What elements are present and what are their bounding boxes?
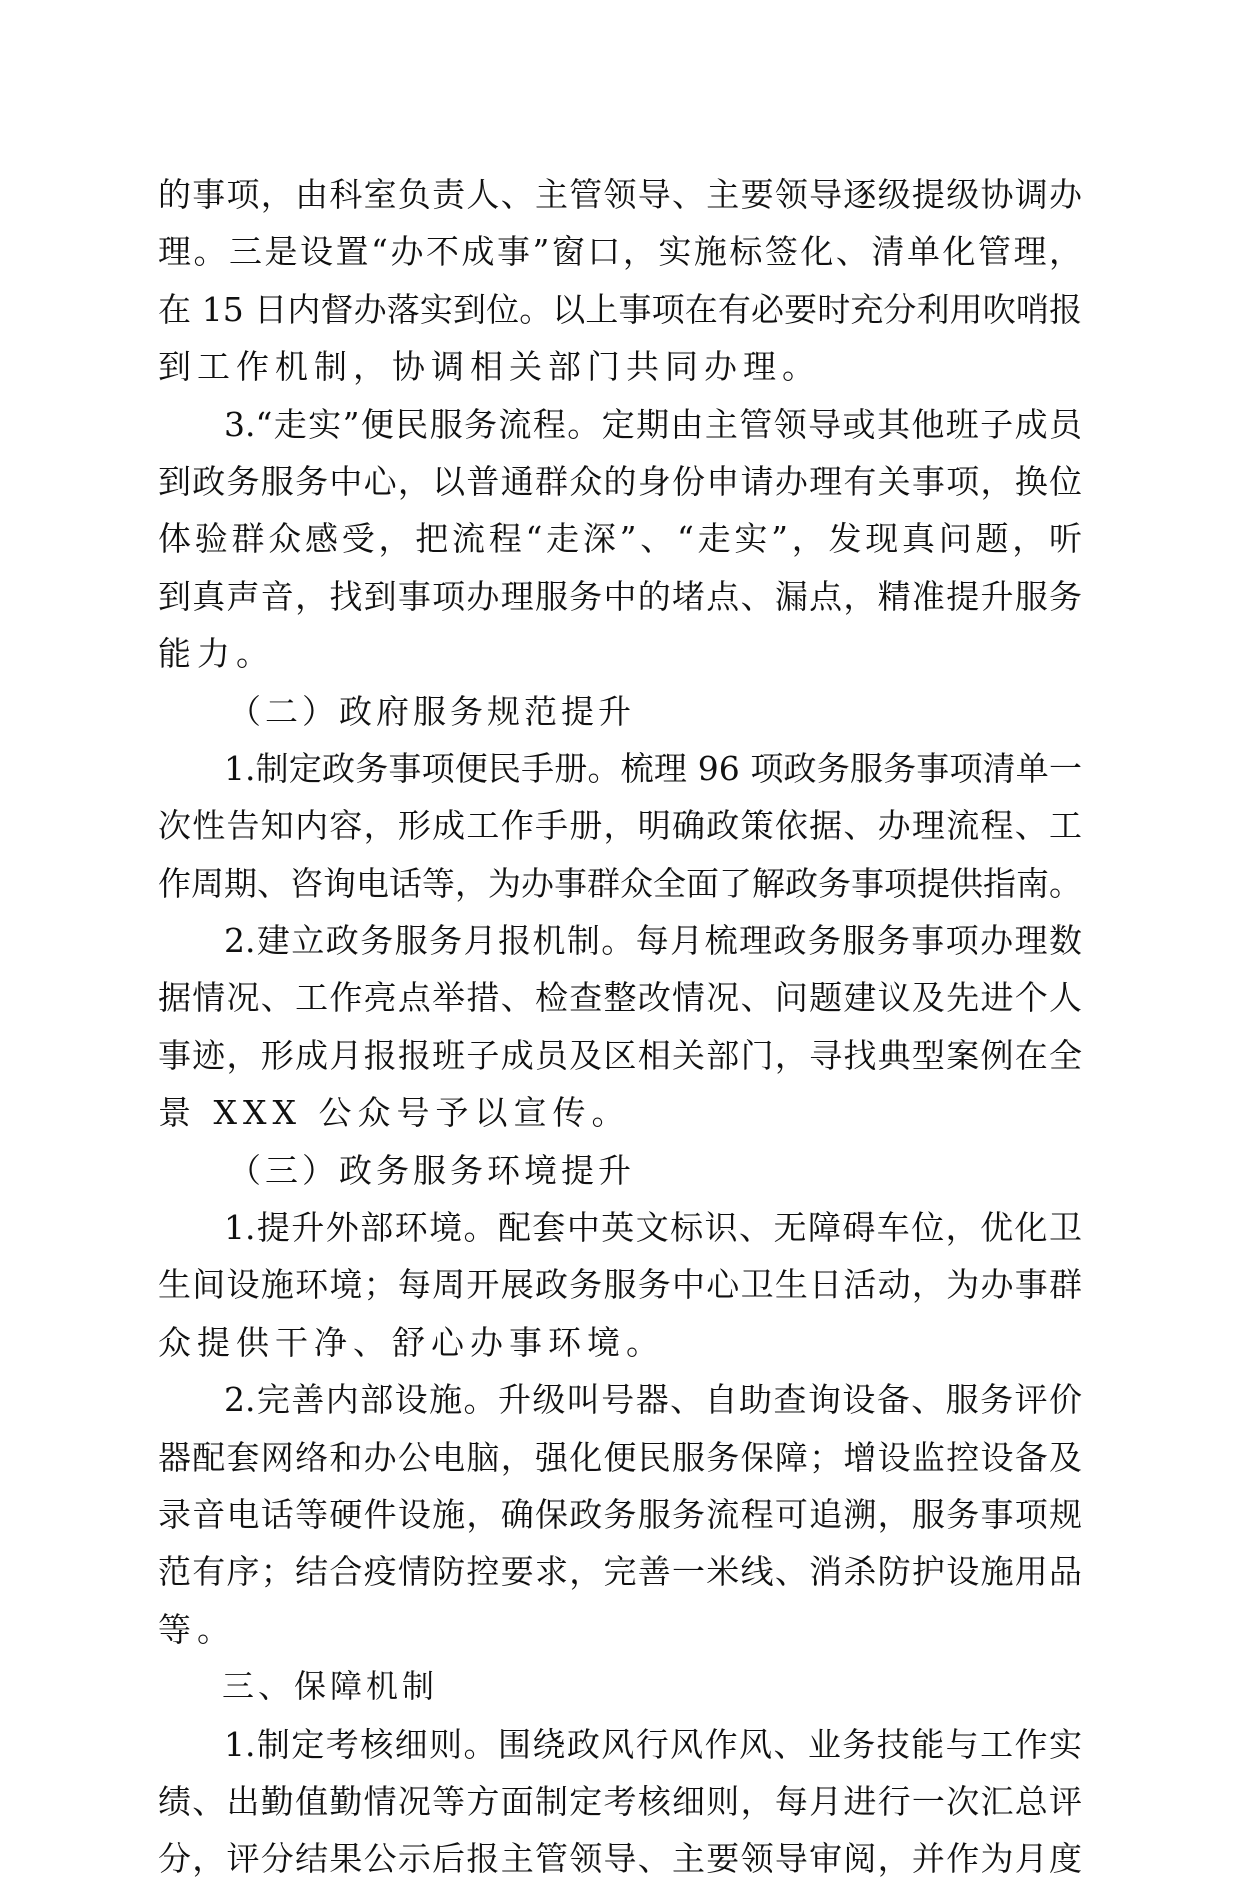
document-page bbox=[158, 166, 1082, 1879]
paragraph-line: 3.“走实”便民服务流程。定期由主管领导或其他班子成员 bbox=[224, 404, 1082, 444]
paragraph-line: 到工作机制，协调相关部门共同办理。 bbox=[158, 347, 821, 387]
paragraph-line: 能力。 bbox=[158, 634, 275, 674]
paragraph-line: 众提供干净、舒心办事环境。 bbox=[158, 1322, 665, 1362]
paragraph-line: 据情况、工作亮点举措、检查整改情况、问题建议及先进个人 bbox=[158, 978, 1082, 1018]
paragraph-line: 器配套网络和办公电脑，强化便民服务保障；增设监控设备及 bbox=[158, 1437, 1082, 1477]
paragraph-line: 等。 bbox=[158, 1609, 236, 1649]
section-heading: （三）政务服务环境提升 bbox=[228, 1150, 635, 1190]
paragraph-line: 在 15 日内督办落实到位。以上事项在有必要时充分利用吹哨报 bbox=[158, 289, 1082, 329]
paragraph-line: 绩、出勤值勤情况等方面制定考核细则，每月进行一次汇总评 bbox=[158, 1781, 1082, 1821]
paragraph-line: 的事项，由科室负责人、主管领导、主要领导逐级提级协调办 bbox=[158, 175, 1082, 214]
paragraph-line: 生间设施环境；每周开展政务服务中心卫生日活动，为办事群 bbox=[158, 1265, 1082, 1305]
paragraph-line: 作周期、咨询电话等，为办事群众全面了解政务事项提供指南。 bbox=[158, 863, 1082, 903]
paragraph-line: 范有序；结合疫情防控要求，完善一米线、消杀防护设施用品 bbox=[158, 1552, 1082, 1592]
paragraph-line: 2.建立政务服务月报机制。每月梳理政务服务事项办理数 bbox=[224, 921, 1082, 961]
section-heading: （二）政府服务规范提升 bbox=[228, 691, 635, 731]
paragraph-line: 录音电话等硬件设施，确保政务服务流程可追溯，服务事项规 bbox=[158, 1494, 1082, 1534]
paragraph-line: 理。三是设置“办不成事”窗口，实施标签化、清单化管理， bbox=[158, 232, 1082, 272]
paragraph-line: 到真声音，找到事项办理服务中的堵点、漏点，精准提升服务 bbox=[158, 576, 1082, 616]
paragraph-line: 2.完善内部设施。升级叫号器、自助查询设备、服务评价 bbox=[224, 1380, 1082, 1420]
paragraph-line: 1.制定考核细则。围绕政风行风作风、业务技能与工作实 bbox=[224, 1724, 1082, 1764]
paragraph-line: 到政务服务中心，以普通群众的身份申请办理有关事项，换位 bbox=[158, 461, 1082, 501]
paragraph-line: 次性告知内容，形成工作手册，明确政策依据、办理流程、工 bbox=[158, 806, 1082, 846]
paragraph-line: 景 XXX 公众号予以宣传。 bbox=[158, 1093, 631, 1133]
chapter-heading: 三、保障机制 bbox=[222, 1667, 439, 1706]
paragraph-line: 体验群众感受，把流程“走深”、“走实”，发现真问题，听 bbox=[158, 519, 1082, 559]
paragraph-line: 1.提升外部环境。配套中英文标识、无障碍车位，优化卫 bbox=[224, 1208, 1082, 1248]
paragraph-line: 1.制定政务事项便民手册。梳理 96 项政务服务事项清单一 bbox=[224, 748, 1082, 788]
paragraph-line: 事迹，形成月报报班子成员及区相关部门，寻找典型案例在全 bbox=[158, 1035, 1082, 1075]
paragraph-line: 分，评分结果公示后报主管领导、主要领导审阅，并作为月度 bbox=[158, 1839, 1082, 1879]
